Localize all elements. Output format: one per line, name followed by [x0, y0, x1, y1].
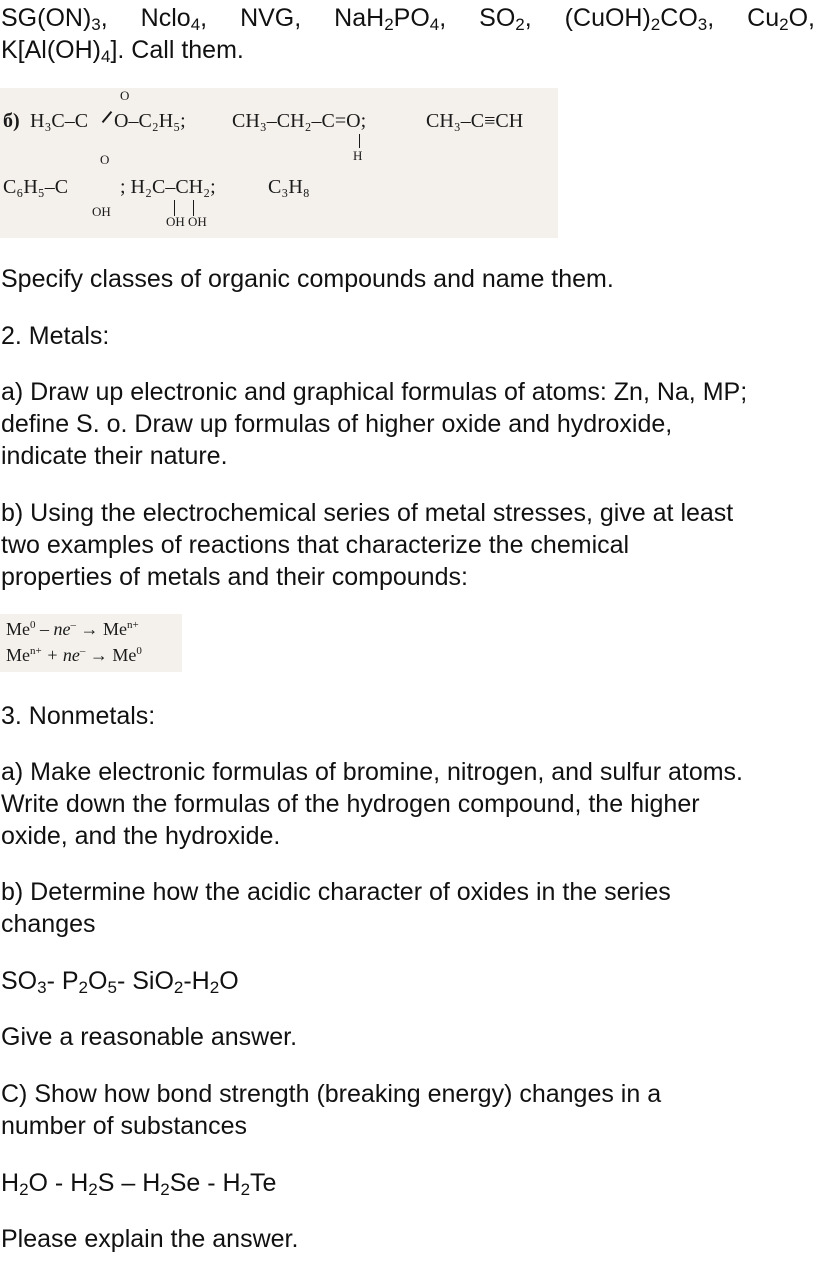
propanal-h: H	[353, 148, 363, 163]
nonmetals-a-line-3: oxide, and the hydroxide.	[1, 822, 281, 850]
metal-reactions-image	[0, 614, 182, 672]
nonmetals-a-line-1: a) Make electronic formulas of bromine, nitrogen, and sulfur atoms.	[1, 758, 744, 786]
ethyl-acetate-tail: O–C₂H₅;	[114, 110, 186, 132]
ethylene-glycol-oh: OH OH	[166, 214, 207, 229]
nonmetals-b-line-2: changes	[1, 910, 96, 938]
nonmetals-b-line-1: b) Determine how the acidic character of oxides in the series	[1, 878, 671, 906]
ethyl-acetate-formula: H₃C–C	[30, 110, 89, 132]
item-label: б)	[3, 110, 20, 132]
metals-question-a	[1, 376, 815, 472]
metals-b-line-1: b) Using the electrochemical series of metal stresses, give at least	[1, 499, 734, 527]
intro-line-1: $SG(ON)_3$, Nclo$_4$, NVG, $NaH_2PO_4$, $SO_2$, $(CuOH)_2CO_3$, $Cu_2O$,	[1, 4, 815, 34]
propane-formula: C₃H₈	[268, 176, 310, 198]
section-nonmetals-heading: 3. Nonmetals:	[1, 702, 156, 730]
explain-prompt: Please explain the answer.	[1, 1225, 299, 1253]
reaction-reduction: $Me^{n+} + ne^- \to Me^0$	[6, 645, 142, 665]
reaction-oxidation: $Me^0 - ne^- \to Me^{n+}$	[6, 619, 139, 639]
metals-a-line-1: a) Draw up electronic and graphical formulas of atoms: Zn, Na, MP;	[1, 378, 748, 406]
section-metals-heading: 2. Metals:	[1, 322, 110, 350]
organic-question: Specify classes of organic compounds and name them.	[1, 265, 614, 293]
hydride-series: $H_2O - H_2S - H_2Se - H_2Te$	[1, 1169, 277, 1199]
benzoic-acid-formula: C₆H₅–C	[3, 176, 69, 198]
ethyl-acetate-oxygen: O	[120, 88, 130, 103]
propanal-h-bond	[359, 134, 360, 148]
nonmetals-c-line-2: number of substances	[1, 1112, 247, 1140]
metals-a-line-3: indicate their nature.	[1, 442, 228, 470]
nonmetals-question-c	[1, 1078, 815, 1142]
organic-formulas-image	[0, 88, 558, 238]
metals-b-line-3: properties of metals and their compounds:	[1, 563, 468, 591]
benzoic-acid-oxygen: O	[100, 152, 110, 167]
ethylene-glycol-formula: ; H₂C–CH₂;	[120, 176, 216, 198]
metals-b-line-2: two examples of reactions that characterize the chemical	[1, 531, 630, 559]
nonmetals-question-a	[1, 756, 815, 852]
propyne-formula: CH₃–C≡CH	[426, 110, 524, 132]
nonmetals-question-b	[1, 876, 815, 940]
intro-line-2: $K[Al(OH)_4]$. Call them.	[1, 36, 244, 66]
metals-question-b	[1, 497, 815, 593]
double-bond-mark	[102, 111, 113, 123]
oxide-series: $SO_3-$ $P_2O_5-$ $SiO_2-H_2O$	[1, 967, 239, 997]
propanal-formula: CH₃–CH₂–C=O;	[232, 110, 367, 132]
metals-a-line-2: define S. o. Draw up formulas of higher oxide and hydroxide,	[1, 410, 673, 438]
intro-paragraph	[1, 2, 815, 34]
reasonable-answer-prompt: Give a reasonable answer.	[1, 1023, 298, 1051]
nonmetals-c-line-1: C) Show how bond strength (breaking energy) changes in a	[1, 1080, 662, 1108]
nonmetals-a-line-2: Write down the formulas of the hydrogen compound, the higher	[1, 790, 700, 818]
benzoic-acid-oh: OH	[92, 204, 111, 219]
